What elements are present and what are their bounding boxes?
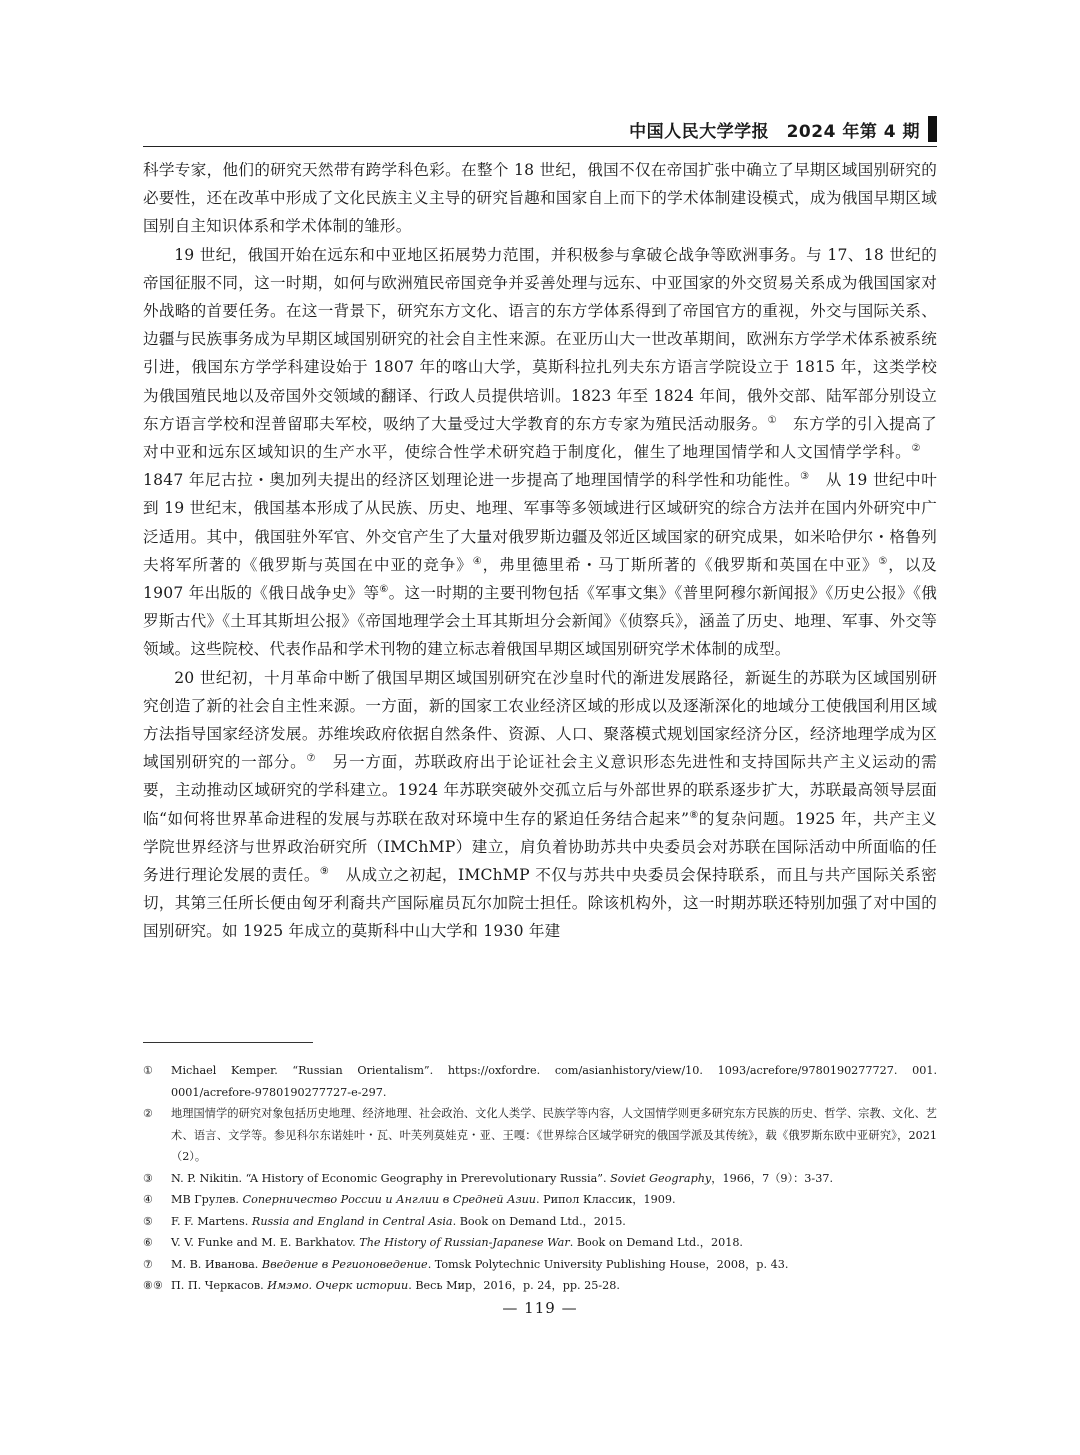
text-run: 另一方面，苏联政府出于论证社会主义意识形态先进性和支持国际共产主义运动的需要，主动推动区域研究的学科建立。1924 年苏联突破外交孤立后与外部世界的联系逐步扩大，苏联最高领导层面临“如何将世界革命进程的发展与苏联在敌对环境中生存的紧迫任务结合起来” (143, 753, 937, 828)
text-run: МВ Грулев. (171, 1193, 243, 1206)
text-run: М. В. Иванова. (171, 1257, 262, 1271)
footnote-mark: ⑤ (143, 1214, 154, 1228)
italic-title: Введение в Регионоведение (261, 1257, 428, 1271)
footnote-mark: ③ (143, 1171, 154, 1185)
footnote-text (171, 1254, 937, 1276)
text-run: ，1966，7（9）：3-37. (711, 1171, 834, 1185)
italic-title: The History of Russian-Japanese War (359, 1236, 570, 1249)
footnote-text (171, 1060, 937, 1103)
footnote-ref[interactable]: ⑨ (319, 866, 330, 878)
text-run: 1847 年尼古拉・奥加列夫提出的经济区划理论进一步提高了地理国情学的科学性和功能性。 (143, 443, 938, 490)
footnote-item (143, 1275, 937, 1297)
text-run: . Рипол Классик，1909. (536, 1193, 676, 1206)
footnote-item (143, 1254, 937, 1276)
text-run: . Book on Demand Ltd.，2018. (569, 1236, 743, 1249)
text-run: 19 世纪，俄国开始在远东和中亚地区拓展势力范围，并积极参与拿破仑战争等欧洲事务。与 17、18 世纪的帝国征服不同，这一时期，如何与欧洲殖民帝国竞争并妥善处理与远东、中亚国家的外交贸易关系成为俄国国家对外战略的首要任务。在这一背景下，研究东方文化、语言的东方学体系得到了帝国官方的重视，外交与国际关系、边疆与民族事务成为早期区域国别研究的社会自主性来源。在亚历山大一世改革期间，欧洲东方学学术体系被系统引进，俄国东方学学科建设始于 1807 年的喀山大学，莫斯科拉扎列夫东方语言学院设立于 1815 年，这类学校为俄国殖民地以及帝国外交领域的翻译、行政人员提供培训。1823 年至 1824 年间，俄外交部、陆军部分别设立东方语言学校和涅普留耶夫军校，吸纳了大量受过大学教育的东方专家为殖民活动服务。 (143, 245, 937, 433)
footnote-text (171, 1103, 937, 1168)
text-run: ，弗里德里希・马丁斯所著的《俄罗斯和英国在中亚》 (482, 555, 879, 574)
footnote-text (171, 1189, 937, 1211)
page-number: — 119 — (502, 1299, 578, 1317)
italic-title: Russia and England in Central Asia (251, 1214, 453, 1228)
text-run: . Tomsk Polytechnic University Publishing House，2008，p. 43. (427, 1257, 789, 1271)
footnote-item (143, 1232, 937, 1254)
main-text (143, 156, 937, 946)
italic-title: Имэмо. Очерк истории (267, 1279, 409, 1292)
footnote-item (143, 1060, 937, 1103)
footnote-item (143, 1103, 937, 1168)
footnote-ref[interactable]: ⑧ (689, 809, 699, 821)
footnote-ref[interactable]: ⑦ (306, 753, 317, 765)
text-run: 地理国情学的研究对象包括历史地理、经济地理、社会政治、文化人类学、民族学等内容，人文国情学则更多研究东方民族的历史、哲学、宗教、文化、艺术、语言、文学等。参见科尔东诺娃叶・瓦、叶芙列莫娃克・亚、王嘎：《世界综合区域学研究的俄国学派及其传统》，载《俄罗斯东欧中亚研究》，2021（2）。 (171, 1107, 937, 1163)
footnote-ref[interactable]: ⑥ (379, 584, 389, 596)
footnote-mark: ① (143, 1064, 154, 1077)
text-run: . Весь Мир，2016，p. 24，pp. 25-28. (408, 1279, 620, 1292)
text-run: 的复杂问题。1925 年，共产主义学院世界经济与世界政治研究所（IMChMP）建立，肩负着协助苏共中央委员会对苏联在国际活动中所面临的任务进行理论发展的责任。 (143, 809, 937, 885)
footnote-mark: ⑥ (143, 1236, 154, 1249)
footnote-mark: ⑧⑨ (143, 1279, 164, 1292)
footnote-separator (143, 1042, 313, 1043)
paragraph (143, 156, 937, 241)
footnote-ref[interactable]: ③ (800, 471, 810, 483)
footnote-ref[interactable]: ② (911, 443, 922, 455)
footnote-text (171, 1211, 937, 1233)
header-bar-mark (928, 116, 937, 142)
text-run: 科学专家，他们的研究天然带有跨学科色彩。在整个 18 世纪，俄国不仅在帝国扩张中确立了早期区域国别研究的必要性，还在改革中形成了文化民族主义主导的研究旨趣和国家自上而下的学术体制建设模式，成为俄国早期区域国别自主知识体系和学术体制的雏形。 (143, 161, 937, 236)
text-run: N. P. Nikitin. “A History of Economic Geography in Prerevolutionary Russia”. (171, 1171, 611, 1185)
text-run: П. П. Черкасов. (171, 1279, 268, 1292)
footnote-ref[interactable]: ④ (472, 555, 483, 567)
footnote-text (171, 1168, 937, 1190)
italic-title: Соперничество России и Англии в Средней Азии (242, 1193, 536, 1206)
footnote-ref[interactable]: ① (767, 414, 778, 426)
journal-title: 中国人民大学学报 2024 年第 4 期 (629, 121, 920, 142)
text-run: 20 世纪初，十月革命中断了俄国早期区域国别研究在沙皇时代的渐进发展路径，新诞生的苏联为区域国别研究创造了新的社会自主性来源。一方面，新的国家工农业经济区域的形成以及逐渐深化的地域分工使俄国利用区域方法指导国家经济发展。苏维埃政府依据自然条件、资源、人口、聚落模式规划国家经济分区，经济地理学成为区域国别研究的一部分。 (143, 668, 937, 772)
text-run: 从成立之初起，IMChMP 不仅与苏共中央委员会保持联系，而且与共产国际关系密切，其第三任所长便由匈牙利裔共产国际雇员瓦尔加院士担任。除该机构外，这一时期苏联还特别加强了对中国的国别研究。如 1925 年成立的莫斯科中山大学和 1930 年建 (143, 866, 937, 941)
text-run: 东方学的引入提高了对中亚和远东区域知识的生产水平，使综合性学术研究趋于制度化，催生了地理国情学和人文国情学学科。 (143, 414, 937, 462)
footnote-mark: ④ (143, 1193, 154, 1206)
footnote-item (143, 1168, 937, 1190)
footnote-item (143, 1189, 937, 1211)
text-run: F. F. Martens. (171, 1214, 252, 1228)
text-run: Michael Kemper. “Russian Orientalism”. https://oxfordre. com/asianhistory/view/10. 1093/acrefore/9780190277727. 001. 0001/acrefore-9780190277727-e-297. (171, 1064, 937, 1099)
paragraph (143, 664, 937, 946)
footnote-item (143, 1211, 937, 1233)
text-run: ，以及 1907 年出版的《俄日战争史》等 (143, 555, 937, 603)
text-run: 。这一时期的主要刊物包括《军事文集》《普里阿穆尔新闻报》《历史公报》《俄罗斯古代》《土耳其斯坦公报》《帝国地理学会土耳其斯坦分会新闻》《侦察兵》，涵盖了历史、地理、军事、外交等领域。这些院校、代表作品和学术刊物的建立标志着俄国早期区域国别研究学术体制的成型。 (143, 584, 937, 659)
text-run: V. V. Funke and M. E. Barkhatov. (171, 1236, 360, 1249)
footnote-mark: ② (143, 1107, 154, 1120)
footnote-mark: ⑦ (143, 1257, 154, 1271)
footnote-text (171, 1232, 937, 1254)
text-run: 从 19 世纪中叶到 19 世纪末，俄国基本形成了从民族、历史、地理、军事等多领域进行区域研究的综合方法并在国内外研究中广泛适用。其中，俄国驻外军官、外交官产生了大量对俄罗斯边疆及邻近区域国家的研究成果，如米哈伊尔・格鲁列夫将军所著的《俄罗斯与英国在中亚的竞争》 (143, 471, 937, 574)
running-header (143, 112, 937, 147)
footnote-ref[interactable]: ⑤ (878, 555, 889, 567)
paragraph (143, 241, 937, 664)
text-run: . Book on Demand Ltd.，2015. (452, 1214, 626, 1228)
footnote-text (171, 1275, 937, 1297)
italic-title: Soviet Geography (610, 1171, 712, 1185)
footnotes (143, 1060, 937, 1297)
